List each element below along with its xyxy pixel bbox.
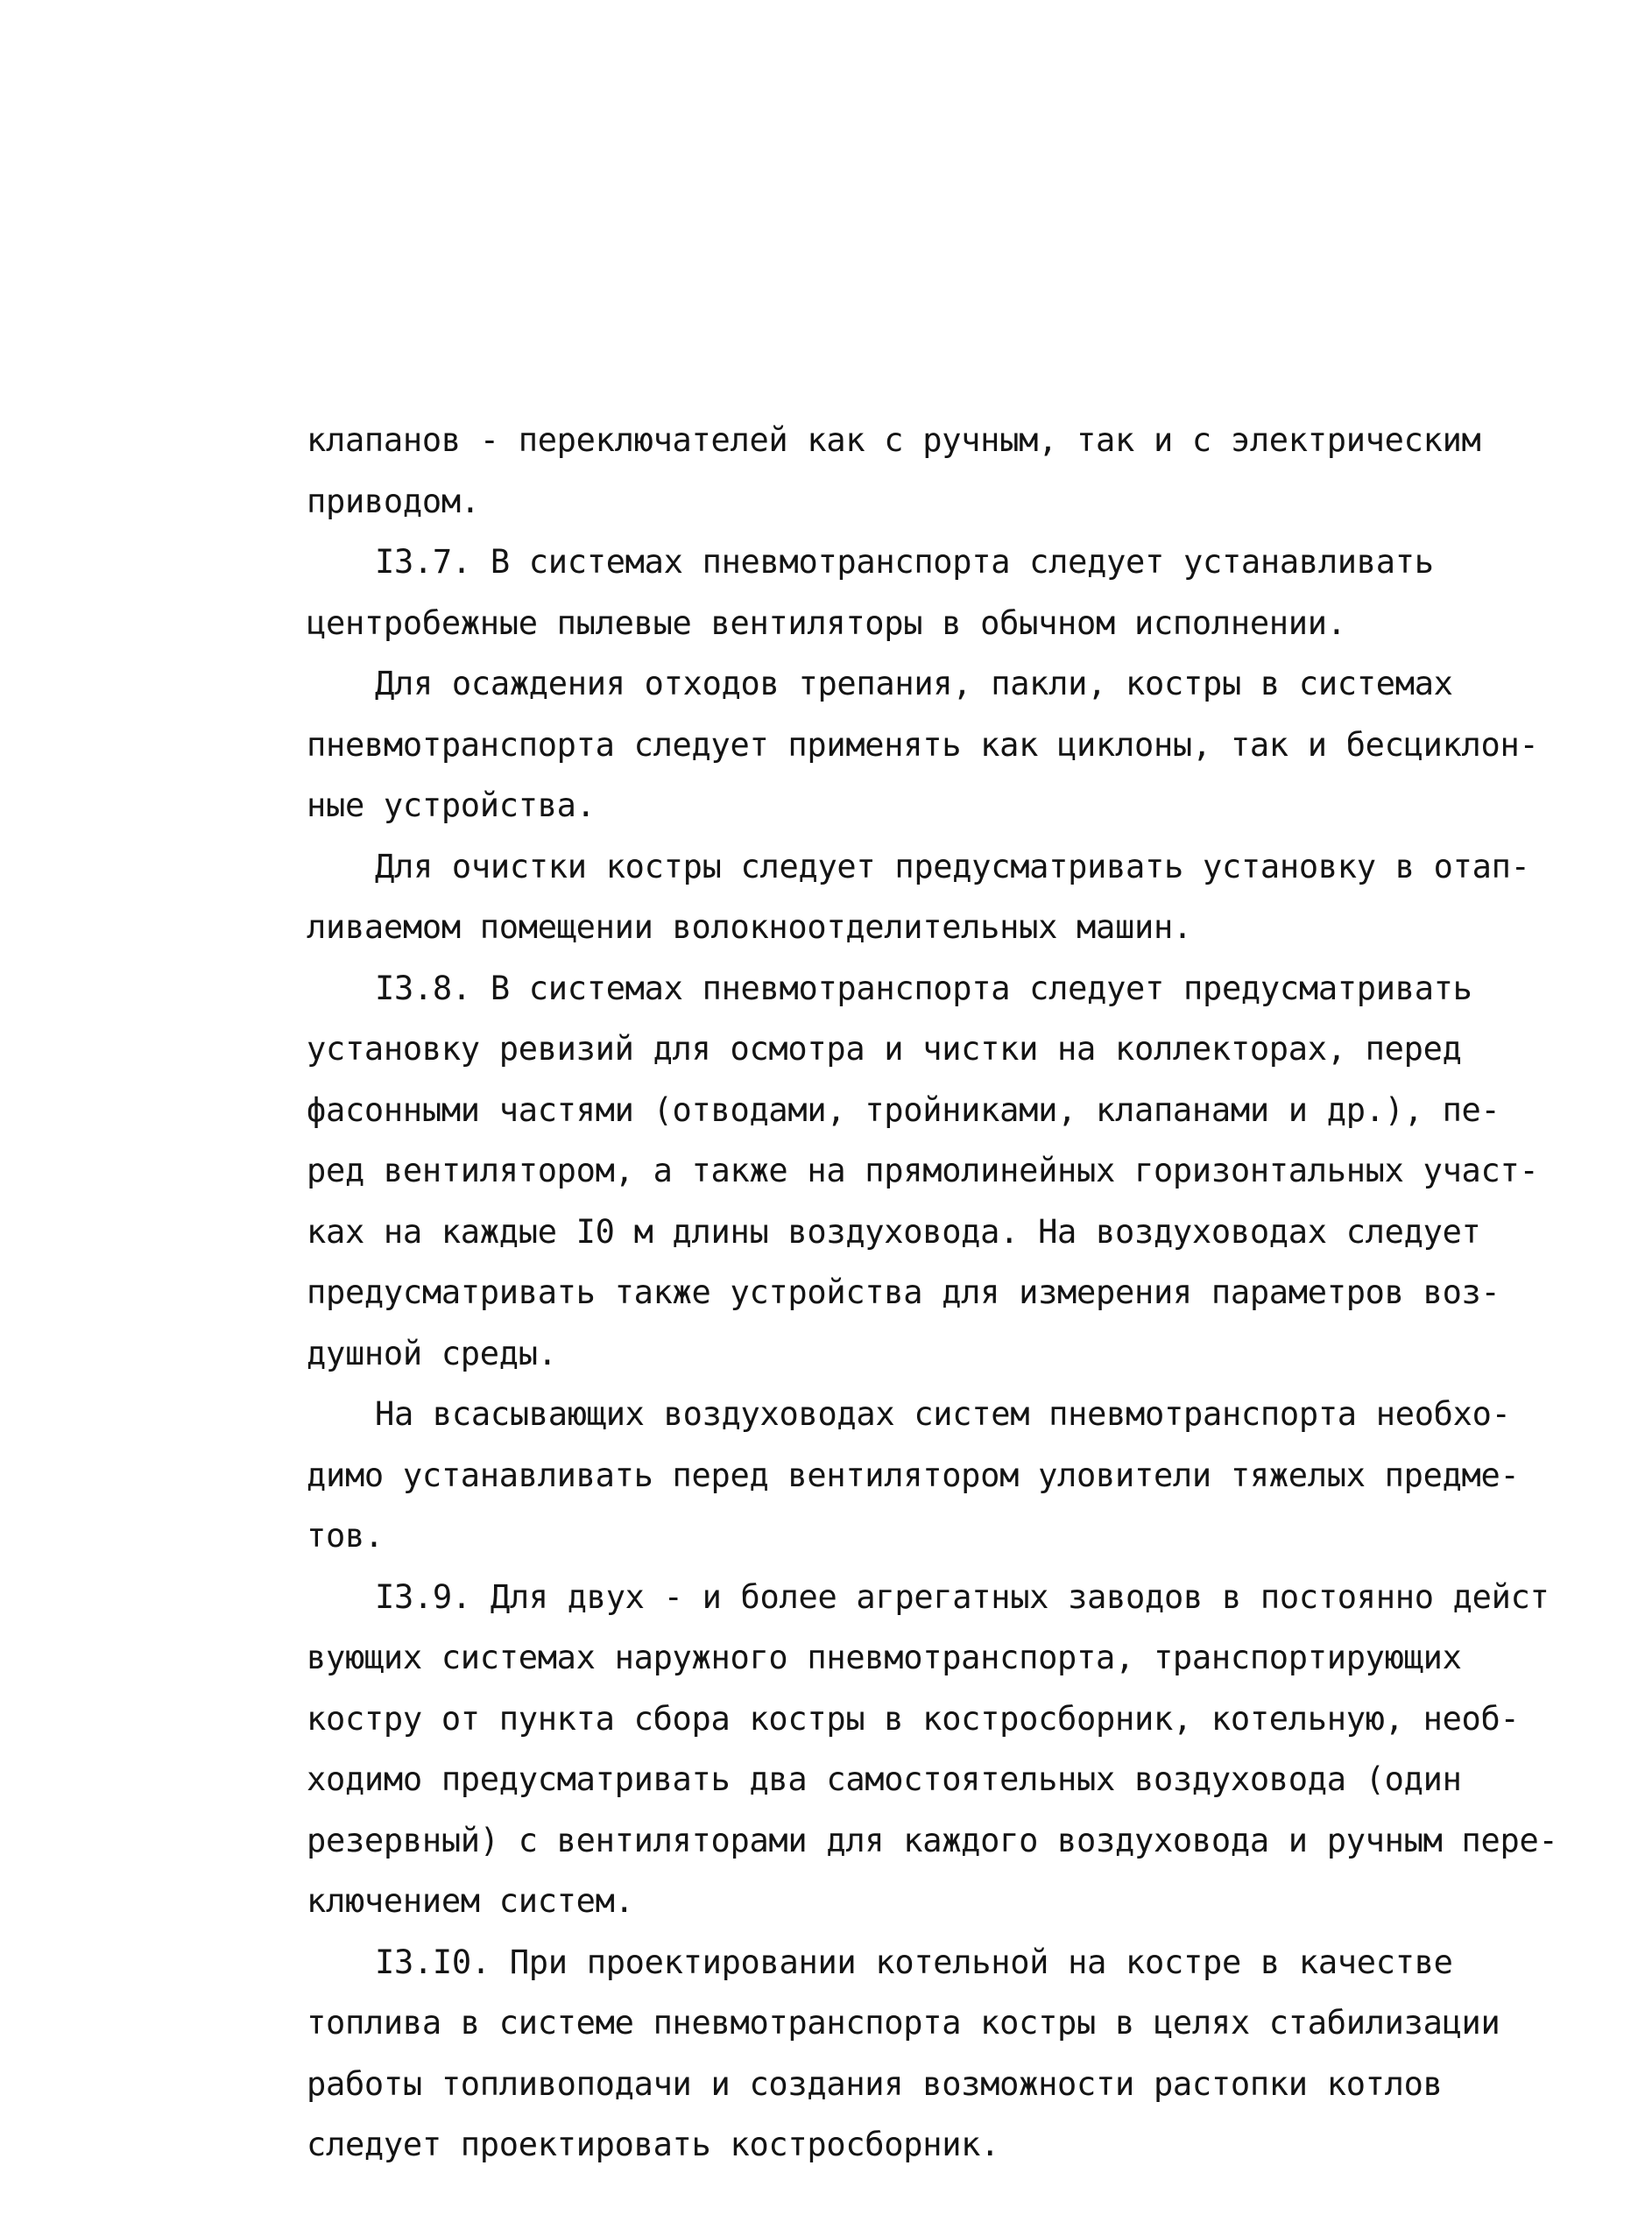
text-line: пневмотранспорта следует применять как циклоны, так и бесциклон-	[307, 725, 1539, 764]
text-line: топлива в системе пневмотранспорта костры в целях стабилизации	[307, 2004, 1500, 2042]
text-line: клапанов - переключателей как с ручным, так и с электрическим	[307, 421, 1481, 459]
text-line: установку ревизий для осмотра и чистки на коллекторах, перед	[307, 1030, 1462, 1068]
text-line: ливаемом помещении волокноотделительных машин.	[307, 908, 1192, 946]
text-line: резервный) с вентиляторами для каждого воздуховода и ручным пере-	[307, 1821, 1558, 1859]
text-line: ках на каждые I0 м длины воздуховода. На воздуховодах следует	[307, 1212, 1481, 1251]
text-line: костру от пункта сбора костры в костросборник, котельную, необ-	[307, 1699, 1520, 1738]
text-line: предусматривать также устройства для измерения параметров воз-	[307, 1273, 1500, 1311]
paragraph-start: Для осаждения отходов трепания, пакли, костры в системах	[375, 665, 1453, 702]
paragraph-start: Для очистки костры следует предусматривать установку в отап-	[375, 847, 1530, 885]
text-line: вующих системах наружного пневмотранспорта, транспортирующих	[307, 1639, 1462, 1676]
paragraph-13-10-start: I3.I0. При проектировании котельной на костре в качестве	[375, 1943, 1453, 1981]
text-line: тов.	[307, 1517, 384, 1555]
text-line: следует проектировать костросборник.	[307, 2126, 1000, 2163]
text-line: димо устанавливать перед вентилятором уловители тяжелых предме-	[307, 1456, 1520, 1494]
paragraph-start: На всасывающих воздуховодах систем пневмотранспорта необхо-	[375, 1395, 1511, 1433]
paragraph-13-7-start: I3.7. В системах пневмотранспорта следует устанавливать	[375, 543, 1434, 581]
text-line: ные устройства.	[307, 786, 596, 824]
text-line: ходимо предусматривать два самостоятельных воздуховода (один	[307, 1760, 1462, 1798]
text-line: фасонными частями (отводами, тройниками, клапанами и др.), пе-	[307, 1090, 1500, 1129]
text-line: центробежные пылевые вентиляторы в обычном исполнении.	[307, 603, 1346, 642]
paragraph-13-8-start: I3.8. В системах пневмотранспорта следует предусматривать	[375, 969, 1472, 1007]
paragraph-13-9-start: I3.9. Для двух - и более агрегатных заводов в постоянно дейст	[375, 1577, 1550, 1616]
body-text	[307, 410, 1558, 2176]
text-line: работы топливоподачи и создания возможности растопки котлов	[307, 2064, 1443, 2103]
text-line: приводом.	[307, 482, 480, 520]
text-line: ключением систем.	[307, 1882, 634, 1920]
text-line: душной среды.	[307, 1334, 557, 1372]
text-line: ред вентилятором, а также на прямолинейных горизонтальных участ-	[307, 1152, 1539, 1189]
